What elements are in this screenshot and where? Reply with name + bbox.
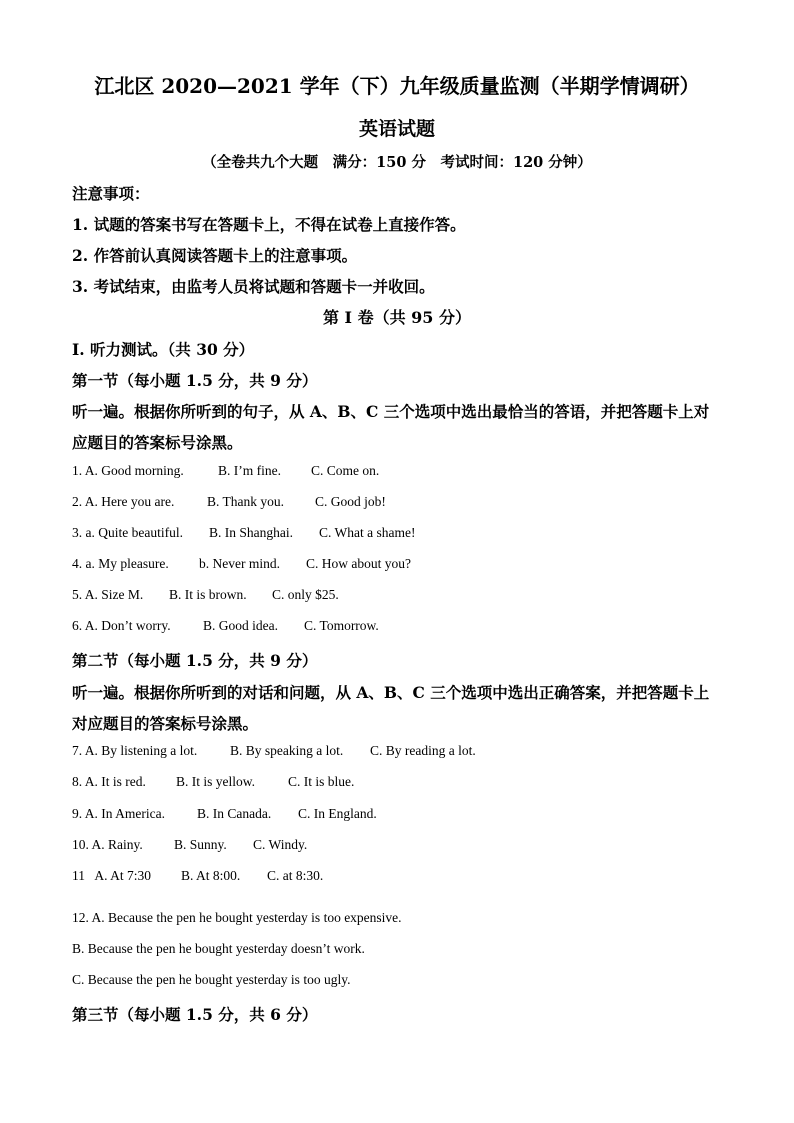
option-c: C. In England.: [298, 806, 377, 821]
note-item-2: 2. 作答前认真阅读答题卡上的注意事项。: [72, 246, 358, 265]
option-a: 10. A. Rainy.: [72, 837, 143, 852]
option-a: 5. A. Size M.: [72, 587, 144, 602]
option-c: C. It is blue.: [288, 774, 355, 789]
option-b: B. Sunny.: [174, 837, 227, 852]
option-c: C. How about you?: [306, 556, 411, 571]
question-1: [72, 463, 379, 479]
option-c: C. Come on.: [311, 463, 380, 478]
notes-heading: 注意事项：: [72, 184, 150, 203]
option-c: C. By reading a lot.: [370, 743, 476, 758]
option-a: 4. a. My pleasure.: [72, 556, 169, 571]
option-a: 8. A. It is red.: [72, 774, 146, 789]
section2-title: 第二节（每小题 1.5 分，共 9 分）: [72, 651, 318, 670]
option-c: C. Windy.: [253, 837, 308, 852]
note-item-3: 3. 考试结束，由监考人员将试题和答题卡一并收回。: [72, 277, 435, 296]
section1-instruction-line2: 应题目的答案标号涂黑。: [72, 433, 243, 452]
exam-title: 江北区 2020—2021 学年（下）九年级质量监测（半期学情调研）: [94, 74, 700, 98]
exam-info: （全卷共九个大题 满分：150 分 考试时间：120 分钟）: [202, 154, 592, 171]
question-7: [72, 743, 476, 759]
option-b: B. By speaking a lot.: [230, 743, 344, 758]
option-a: 9. A. In America.: [72, 806, 165, 821]
question-8: [72, 774, 354, 790]
option-b: B. It is brown.: [169, 587, 247, 602]
option-a: 2. A. Here you are.: [72, 494, 175, 509]
question-9: [72, 806, 377, 822]
section1-title: 第一节（每小题 1.5 分，共 9 分）: [72, 371, 318, 390]
section2-instruction-line1: 听一遍。根据你所听到的对话和问题，从 A、B、C 三个选项中选出正确答案，并把答题卡上: [72, 683, 710, 702]
option-c: C. What a shame!: [319, 525, 416, 540]
question-10: [72, 837, 307, 853]
option-c: C. Tomorrow.: [304, 618, 379, 633]
option-b: b. Never mind.: [199, 556, 280, 571]
option-c: C. at 8:30.: [267, 868, 324, 883]
question-6: [72, 618, 379, 634]
option-c: C. only $25.: [272, 587, 339, 602]
section2-instruction-line2: 对应题目的答案标号涂黑。: [72, 714, 259, 733]
note-item-1: 1. 试题的答案书写在答题卡上，不得在试卷上直接作答。: [72, 215, 466, 234]
question-2: [72, 494, 386, 510]
option-a: 6. A. Don’t worry.: [72, 618, 171, 633]
exam-subject: 英语试题: [358, 118, 435, 140]
question-12-option-c: C. Because the pen he bought yesterday is too ugly.: [72, 972, 351, 987]
option-b: B. Good idea.: [203, 618, 278, 633]
part1-title: Ⅰ. 听力测试。（共 30 分）: [72, 340, 255, 359]
option-a: 3. a. Quite beautiful.: [72, 525, 183, 540]
option-b: B. In Canada.: [197, 806, 272, 821]
option-b: B. It is yellow.: [176, 774, 255, 789]
question-4: [72, 556, 411, 572]
option-b: B. I’m fine.: [218, 463, 281, 478]
section3-title: 第三节（每小题 1.5 分，共 6 分）: [72, 1005, 318, 1024]
option-a: 1. A. Good morning.: [72, 463, 184, 478]
option-a: 11 A. At 7:30: [72, 868, 152, 883]
section1-instruction-line1: 听一遍。根据你所听到的句子，从 A、B、C 三个选项中选出最恰当的答语，并把答题卡上对: [72, 402, 710, 421]
question-5: [72, 587, 339, 603]
volume-title: 第 I 卷（共 95 分）: [322, 308, 472, 327]
option-a: 7. A. By listening a lot.: [72, 743, 198, 758]
option-b: B. At 8:00.: [181, 868, 241, 883]
question-11: [72, 868, 323, 884]
question-12-option-a: 12. A. Because the pen he bought yesterday is too expensive.: [72, 910, 402, 925]
option-b: B. Thank you.: [207, 494, 284, 509]
option-b: B. In Shanghai.: [209, 525, 293, 540]
option-c: C. Good job!: [315, 494, 386, 509]
question-3: [72, 525, 415, 541]
question-12-option-b: B. Because the pen he bought yesterday doesn’t work.: [72, 941, 365, 956]
